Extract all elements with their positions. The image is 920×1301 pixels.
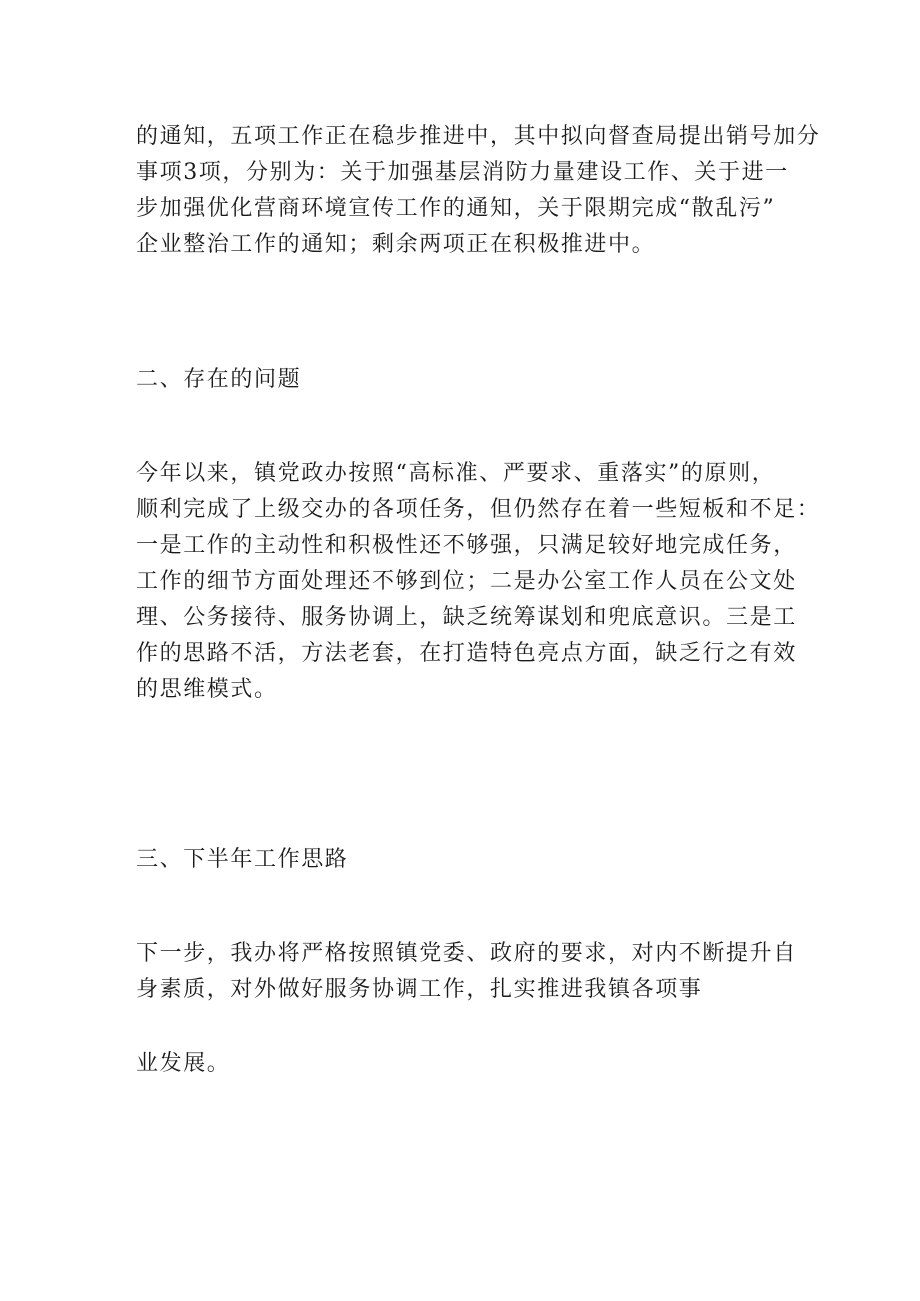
text-line: 的通知，五项工作正在稳步推进中，其中拟向督查局提出销号加分 <box>136 124 821 149</box>
paragraph-progress-notice <box>136 119 821 263</box>
text-line: 企业整治工作的通知；剩余两项正在积极推进中。 <box>136 232 656 257</box>
text-line: 业发展。 <box>136 1051 231 1076</box>
text-line: 下一步，我办将严格按照镇党委、政府的要求，对内不断提升自 <box>136 941 797 966</box>
text-line: 一是工作的主动性和积极性还不够强，只满足较好地完成任务， <box>136 533 797 558</box>
text-line: 今年以来，镇党政办按照“高标准、严要求、重落实”的原则， <box>136 461 776 486</box>
paragraph-plans-continued <box>136 1046 796 1082</box>
text-line: 理、公务接待、服务协调上，缺乏统筹谋划和兜底意识。三是工 <box>136 605 797 630</box>
text-line: 身素质，对外做好服务协调工作，扎实推进我镇各项事 <box>136 977 703 1002</box>
text-line: 步加强优化营商环境宣传工作的通知，关于限期完成“散乱污” <box>136 196 776 221</box>
section-heading-plans: 三、下半年工作思路 <box>136 847 349 872</box>
paragraph-plans <box>136 936 796 1008</box>
text-line: 顺利完成了上级交办的各项任务，但仍然存在着一些短板和不足： <box>136 497 821 522</box>
section-heading-problems: 二、存在的问题 <box>136 367 302 392</box>
paragraph-problems <box>136 456 821 708</box>
text-line: 工作的细节方面处理还不够到位；二是办公室工作人员在公文处 <box>136 569 797 594</box>
text-line: 作的思路不活，方法老套，在打造特色亮点方面，缺乏行之有效 <box>136 641 797 666</box>
text-line: 事项3项，分别为：关于加强基层消防力量建设工作、关于进一 <box>136 160 789 185</box>
text-line: 的思维模式。 <box>136 677 278 702</box>
